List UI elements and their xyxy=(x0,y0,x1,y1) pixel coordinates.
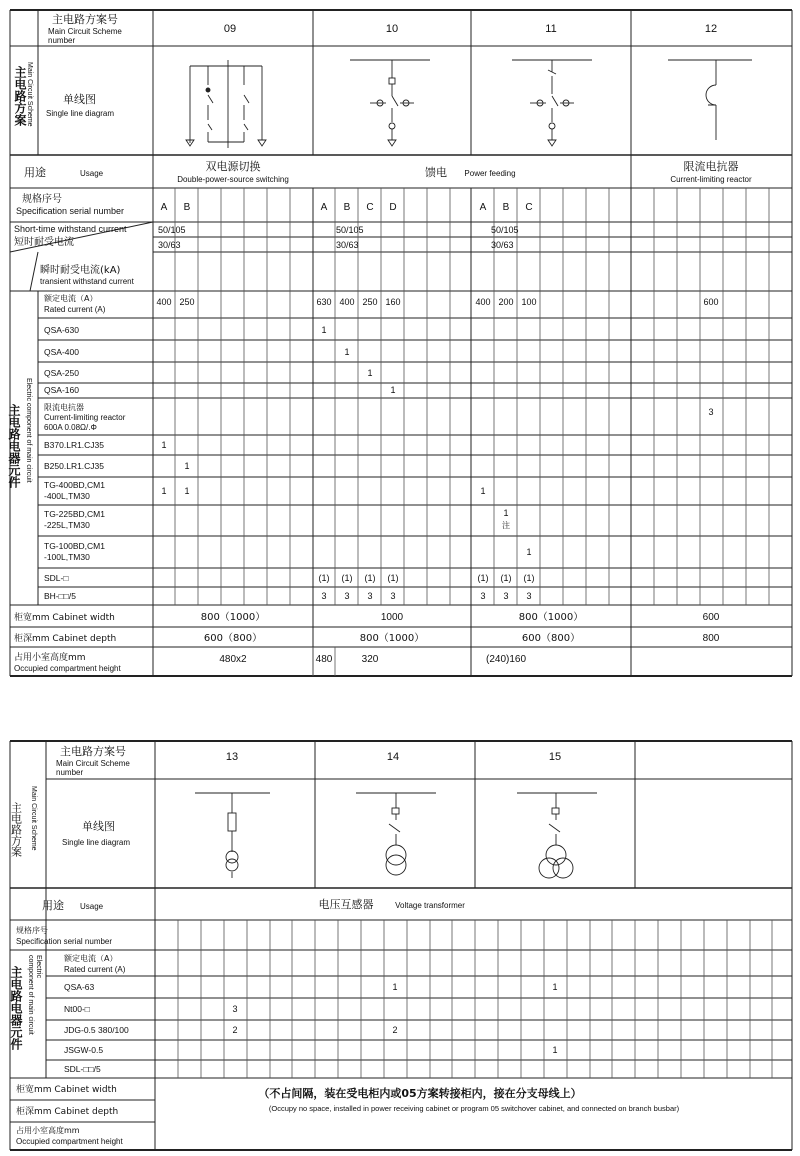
t1-comp-tg400-2: -400L,TM30 xyxy=(44,491,90,501)
t2-scheme-header-en1: Main Circuit Scheme xyxy=(56,759,130,768)
t1-qty-sdl-10a: (1) xyxy=(318,573,330,583)
t1-comp-qsa250: QSA-250 xyxy=(44,368,79,378)
t1-width-09: 800（1000） xyxy=(200,612,266,623)
t1-comp-tg400-1: TG-400BD,CM1 xyxy=(44,480,105,490)
t1-qty-b370-09a: 1 xyxy=(161,440,167,450)
t1-height-09: 480x2 xyxy=(219,654,247,665)
t1-width-11: 800（1000） xyxy=(518,612,584,623)
t1-usage-10-11-cn: 馈电 xyxy=(425,166,447,179)
t1-qty-tg400-09b: 1 xyxy=(184,486,190,496)
t2-qty-jdg-13: 2 xyxy=(232,1025,238,1035)
t2-comp-nt00: Nt00-□ xyxy=(64,1004,90,1014)
t2-usage-value-cn: 电压互感器 xyxy=(318,898,374,911)
t1-short-11-2: 30/63 xyxy=(491,240,514,250)
t1-comp-qsa160: QSA-160 xyxy=(44,385,79,395)
t1-sld-11-diagram xyxy=(512,60,592,146)
t1-rated-10-b: 400 xyxy=(339,297,355,307)
t2-scheme-number-13: 13 xyxy=(225,751,239,763)
t2-note-cn: （不占间隔，装在受电柜内或05方案转接柜内，接在分支母线上） xyxy=(258,1087,582,1100)
t1-short-label-cn: 短时耐受电流 xyxy=(14,237,74,248)
t2-sld-13-diagram xyxy=(195,793,270,878)
table1-column-lines xyxy=(175,188,769,676)
t1-spec-label-en: Specification serial number xyxy=(16,206,125,216)
t1-sld-label-cn: 单线图 xyxy=(63,93,96,106)
t1-spec-09-a: A xyxy=(160,202,168,213)
t2-scheme-number-15: 15 xyxy=(548,751,562,763)
t1-short-09-1: 50/105 xyxy=(158,225,186,235)
t1-scheme-number-09: 09 xyxy=(223,23,237,35)
t1-sld-10-diagram xyxy=(350,60,430,146)
t1-rated-label-en: Rated current (A) xyxy=(44,305,106,314)
t1-short-label-en: Short-time withstand current xyxy=(14,224,127,234)
t1-qty-qsa250-10c: 1 xyxy=(367,368,373,378)
t1-spec-10-d: D xyxy=(389,202,397,213)
t1-comp-b250: B250.LR1.CJ35 xyxy=(44,461,105,471)
t2-usage-value-en: Voltage transformer xyxy=(395,901,465,910)
t2-depth-label: 柜深mm Cabinet depth xyxy=(16,1107,119,1117)
t1-qty-bh-10a: 3 xyxy=(321,591,327,601)
t1-usage-10-11-en: Power feeding xyxy=(464,169,516,178)
t2-height-label-cn: 占用小室高度mm xyxy=(16,1126,80,1135)
t1-scheme-number-10: 10 xyxy=(385,23,399,35)
t1-scheme-header-en2: number xyxy=(48,36,76,45)
t1-rated-10-c: 250 xyxy=(362,297,378,307)
t1-transient-label-cn: 瞬时耐受电流(kA) xyxy=(40,265,121,276)
t1-qty-bh-11c: 3 xyxy=(526,591,532,601)
t1-rated-11-a: 400 xyxy=(475,297,491,307)
t2-qty-jsgw-15: 1 xyxy=(552,1045,558,1055)
t1-scheme-header-cn: 主电路方案号 xyxy=(52,13,118,26)
t1-components-label-cn: 主电路电器元件 xyxy=(7,404,21,488)
t1-width-label: 柜宽mm Cabinet width xyxy=(14,613,115,623)
t1-qty-qsa160-10d: 1 xyxy=(390,385,396,395)
t1-width-12: 600 xyxy=(702,612,720,623)
t1-rated-09-a: 400 xyxy=(156,297,172,307)
t1-side-label-cn: 主电路方案 xyxy=(13,66,27,126)
t1-qty-qsa630-10a: 1 xyxy=(321,325,327,335)
t1-spec-11-c: C xyxy=(525,202,533,213)
t2-components-label-en1: Electric xyxy=(35,955,42,978)
t2-usage-label-cn: 用途 xyxy=(42,899,64,912)
t1-qty-bh-10b: 3 xyxy=(344,591,350,601)
t1-spec-label-cn: 规格序号 xyxy=(22,194,62,205)
t1-short-11-1: 50/105 xyxy=(491,225,519,235)
t2-scheme-number-14: 14 xyxy=(386,751,400,763)
t1-comp-tg100-2: -100L,TM30 xyxy=(44,552,90,562)
t1-rated-09-b: 250 xyxy=(179,297,195,307)
t2-qty-qsa63-15: 1 xyxy=(552,982,558,992)
t2-components-label-en2: component of main circuit xyxy=(27,955,34,1035)
t1-comp-bh: BH-□□/5 xyxy=(44,591,76,601)
t1-transient-label-en: transient withstand current xyxy=(40,277,134,286)
t1-depth-10: 800（1000） xyxy=(359,633,425,644)
t1-scheme-number-12: 12 xyxy=(704,23,718,35)
t1-scheme-header-en1: Main Circuit Scheme xyxy=(48,27,122,36)
t2-spec-label-en: Specification serial number xyxy=(16,937,113,946)
t1-qty-sdl-11b: (1) xyxy=(500,573,512,583)
t1-comp-b370: B370.LR1.CJ35 xyxy=(44,440,105,450)
t1-qty-sdl-10c: (1) xyxy=(364,573,376,583)
t1-comp-tg100-1: TG-100BD,CM1 xyxy=(44,541,105,551)
t1-side-label-en: Main Circuit Scheme xyxy=(26,62,33,127)
t1-height-label-cn: 占用小室高度mm xyxy=(14,653,86,663)
t1-rated-10-a: 630 xyxy=(316,297,332,307)
t1-spec-09-b: B xyxy=(183,202,191,213)
t2-usage-label-en: Usage xyxy=(80,902,104,911)
t1-qty-reactor-12: 3 xyxy=(708,407,714,417)
t1-usage-12-cn: 限流电抗器 xyxy=(683,160,739,173)
t2-sld-14-diagram xyxy=(356,793,436,875)
t1-qty-tg225-11b: 1 xyxy=(503,508,509,518)
t2-width-label: 柜宽mm Cabinet width xyxy=(16,1085,117,1095)
t1-short-10-1: 50/105 xyxy=(336,225,364,235)
t1-height-10b: 320 xyxy=(361,654,379,665)
t1-rated-10-d: 160 xyxy=(385,297,401,307)
t2-side-label-cn: 主电路方案 xyxy=(9,802,23,857)
t1-qty-sdl-11c: (1) xyxy=(523,573,535,583)
t1-qty-qsa400-10b: 1 xyxy=(344,347,350,357)
table2-column-lines xyxy=(178,920,772,1078)
t1-depth-label: 柜深mm Cabinet depth xyxy=(14,634,117,644)
t1-comp-qsa400: QSA-400 xyxy=(44,347,79,357)
t1-comp-qsa630: QSA-630 xyxy=(44,325,79,335)
t2-note-en: (Occupy no space, installed in power receiving cabinet or program 05 switchover cabinet, and connected on branch busbar) xyxy=(268,1104,680,1113)
t1-comp-tg225-2: -225L,TM30 xyxy=(44,520,90,530)
t2-side-label-en: Main Circuit Scheme xyxy=(30,786,37,851)
t2-spec-label-cn: 规格序号 xyxy=(16,926,48,935)
t2-comp-jsgw: JSGW-0.5 xyxy=(64,1045,104,1055)
t1-spec-10-a: A xyxy=(320,202,328,213)
t1-scheme-number-11: 11 xyxy=(545,23,557,35)
t1-qty-tg400-09a: 1 xyxy=(161,486,167,496)
t1-usage-09-en: Double-power-source switching xyxy=(177,175,289,184)
t2-qty-jdg-14: 2 xyxy=(392,1025,398,1035)
t1-height-10a: 480 xyxy=(315,654,333,665)
t1-spec-11-b: B xyxy=(502,202,510,213)
t1-height-11: (240)160 xyxy=(485,654,527,665)
t1-rated-12: 600 xyxy=(703,297,719,307)
t1-spec-10-c: C xyxy=(366,202,374,213)
t1-rated-11-b: 200 xyxy=(498,297,514,307)
t2-scheme-header-cn: 主电路方案号 xyxy=(60,745,126,758)
t2-rated-label-cn: 额定电流（A） xyxy=(64,954,118,963)
t2-sld-label-cn: 单线图 xyxy=(82,820,115,833)
t1-depth-11: 600（800） xyxy=(521,633,581,644)
t1-qty-tg400-11a: 1 xyxy=(480,486,486,496)
t2-comp-jdg: JDG-0.5 380/100 xyxy=(64,1025,129,1035)
t2-rated-label-en: Rated current (A) xyxy=(64,965,126,974)
t1-usage-12-en: Current-limiting reactor xyxy=(670,175,752,184)
t1-depth-12: 800 xyxy=(702,633,720,644)
t2-height-label-en: Occupied compartment height xyxy=(16,1137,123,1146)
t1-qty-bh-11a: 3 xyxy=(480,591,486,601)
t1-width-10: 1000 xyxy=(380,612,404,623)
t1-spec-10-b: B xyxy=(343,202,351,213)
t1-comp-tg225-1: TG-225BD,CM1 xyxy=(44,509,105,519)
t2-comp-qsa63: QSA-63 xyxy=(64,982,95,992)
t2-qty-nt00-13: 3 xyxy=(232,1004,238,1014)
t2-qty-qsa63-14: 1 xyxy=(392,982,398,992)
t1-sld-09-diagram xyxy=(186,60,266,148)
t1-usage-09-cn: 双电源切换 xyxy=(205,160,261,173)
t1-short-09-2: 30/63 xyxy=(158,240,181,250)
t2-comp-sdl: SDL-□□/5 xyxy=(64,1064,101,1074)
t1-qty-bh-10c: 3 xyxy=(367,591,373,601)
t1-depth-09: 600（800） xyxy=(203,633,263,644)
t1-sld-12-diagram xyxy=(668,60,752,140)
t2-components-label-cn: 主电路电器元件 xyxy=(9,966,23,1050)
t1-sld-label-en: Single line diagram xyxy=(46,109,115,118)
t1-short-10-2: 30/63 xyxy=(336,240,359,250)
t2-scheme-header-en2: number xyxy=(56,768,84,777)
t1-spec-11-a: A xyxy=(479,202,487,213)
t1-rated-11-c: 100 xyxy=(521,297,537,307)
t1-qty-b250-09b: 1 xyxy=(184,461,190,471)
t1-qty-sdl-11a: (1) xyxy=(477,573,489,583)
t1-comp-reactor-spec: 600A 0.08Ω/.Φ xyxy=(44,423,97,432)
t1-rated-label-cn: 额定电流（A） xyxy=(44,294,98,303)
table1-grid xyxy=(10,10,792,676)
t1-note-tg225-11b: 注 xyxy=(502,521,510,530)
t1-height-label-en: Occupied compartment height xyxy=(14,664,121,673)
t1-comp-sdl: SDL-□ xyxy=(44,573,69,583)
t1-usage-label-en: Usage xyxy=(80,169,104,178)
t1-usage-label-cn: 用途 xyxy=(24,166,46,179)
t1-qty-bh-10d: 3 xyxy=(390,591,396,601)
t1-qty-sdl-10b: (1) xyxy=(341,573,353,583)
t1-qty-bh-11b: 3 xyxy=(503,591,509,601)
t1-qty-tg100-11c: 1 xyxy=(526,547,532,557)
t2-sld-label-en: Single line diagram xyxy=(62,838,131,847)
t1-comp-reactor-en: Current-limiting reactor xyxy=(44,413,126,422)
t1-qty-sdl-10d: (1) xyxy=(387,573,399,583)
t2-sld-15-diagram xyxy=(517,793,597,878)
t1-comp-reactor-cn: 限流电抗器 xyxy=(44,403,84,412)
t1-components-label-en: Electric component of main circuit xyxy=(25,378,32,483)
